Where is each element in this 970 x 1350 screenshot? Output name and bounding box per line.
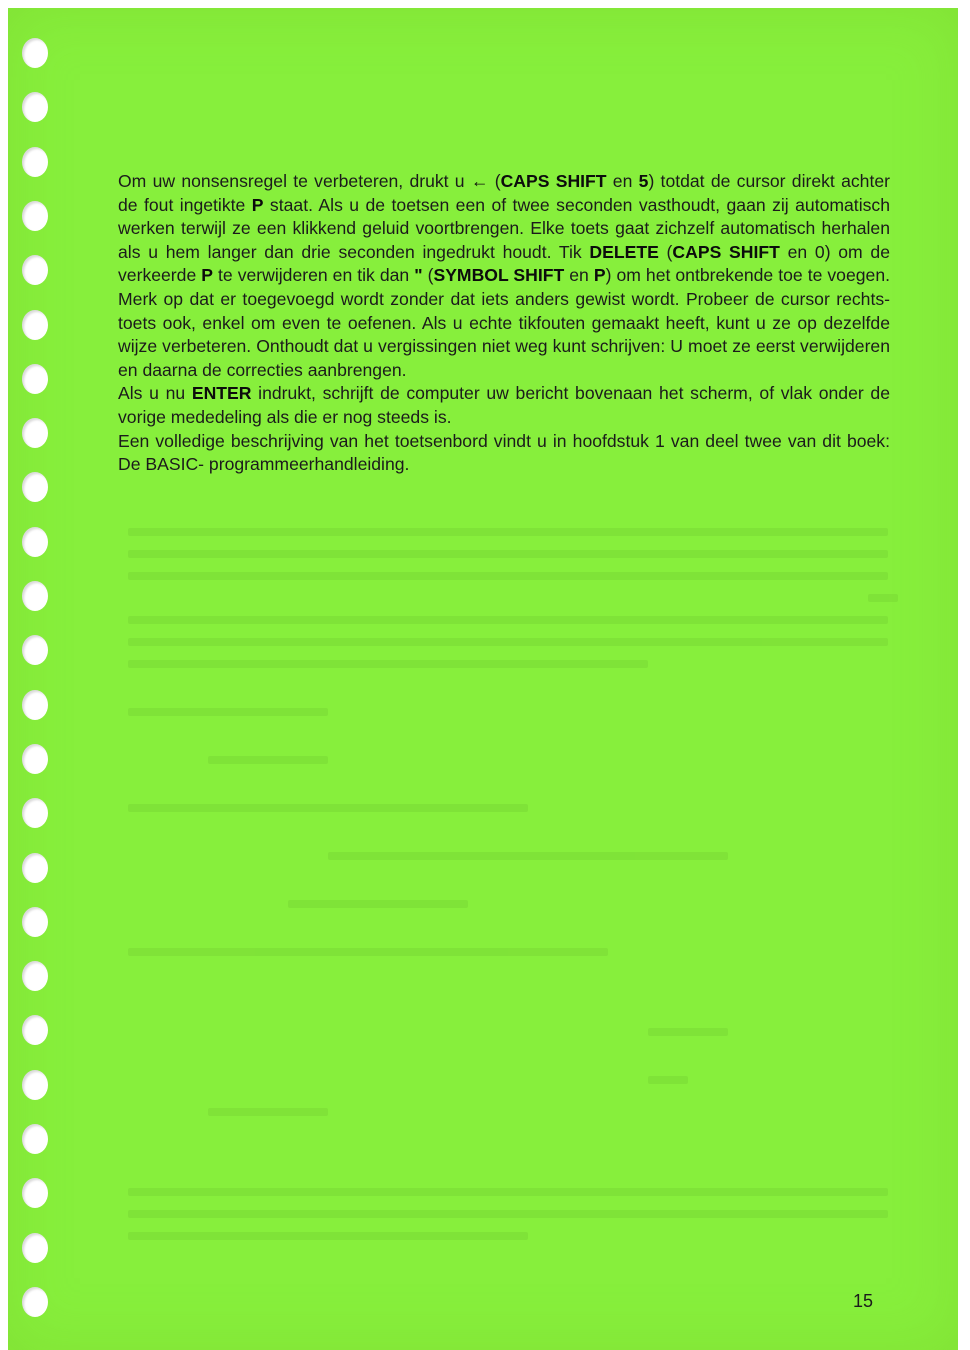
binding-hole [22, 961, 48, 991]
binding-hole [22, 744, 48, 774]
text-run: Als u nu [118, 383, 192, 404]
show-through-line [128, 1210, 888, 1218]
text-run: en [606, 171, 639, 191]
show-through-line [868, 594, 898, 602]
show-through-line [128, 528, 888, 536]
show-through-line [128, 948, 608, 956]
show-through-line [128, 572, 888, 580]
show-through-line [328, 852, 728, 860]
bold-term: 5 [638, 171, 649, 191]
text-run: ( [488, 171, 501, 191]
show-through-line [128, 1232, 528, 1240]
binding-hole [22, 798, 48, 828]
page-sheet [8, 8, 958, 1350]
binding-hole [22, 635, 48, 665]
text-run: te verwijderen en tik dan [213, 265, 415, 286]
bold-term: CAPS SHIFT [500, 171, 607, 191]
binding-hole [22, 907, 48, 937]
paragraph-3 [118, 430, 890, 477]
paragraph-2 [118, 382, 890, 429]
binding-hole [22, 527, 48, 557]
binding-holes [8, 8, 68, 1350]
show-through-line [208, 756, 328, 764]
binding-hole [22, 690, 48, 720]
text-run: staat. Als u de toetsen een of twee seconden vasthoudt, gaan zij automatisch werken terwijl ze een klikkend geluid voortbrengen. Elke toets gaat zichzelf automatisch herhalen als u hem langer dan drie seconden ingedrukt houdt. Tik [118, 194, 890, 262]
show-through-line [128, 550, 888, 558]
binding-hole [22, 581, 48, 611]
text-run: ( [658, 241, 673, 262]
bold-term: " [414, 265, 423, 286]
text-run: ) totdat de cursor direkt achter de fout ingetikte [118, 171, 890, 215]
show-through-line [128, 638, 888, 646]
text-run: indrukt, schrijft de computer uw bericht bovenaan het scherm, of vlak onder de vorige mededeling als die er nog steeds is. [118, 383, 890, 427]
bold-term: P [593, 265, 606, 286]
show-through-line [128, 804, 528, 812]
binding-hole [22, 1287, 48, 1317]
binding-hole [22, 201, 48, 231]
binding-hole [22, 1178, 48, 1208]
show-through-line [128, 660, 648, 668]
bold-term: ENTER [191, 383, 252, 404]
body-text [118, 170, 890, 477]
bold-term: P [201, 265, 213, 286]
text-run: ) om het ontbrekende toe te voegen. Merk op dat er toegevoegd wordt zonder dat iets anders gewist wordt. Probeer de cursor rechts-toets ook, enkel om even te oefenen. Als u echte tikfouten gemaakt heeft, kunt u ze op dezelfde wijze verbeteren. Onthoudt dat u vergissingen niet weg kunt schrijven: U moet ze eerst verwijderen en daarna de correcties aanbrengen. [118, 265, 890, 380]
binding-hole [22, 1124, 48, 1154]
text-run: ) om de verkeerde [118, 241, 891, 286]
binding-hole [22, 853, 48, 883]
text-run: Om uw nonsensregel te verbeteren, drukt u [118, 171, 471, 191]
paragraph-1 [118, 170, 890, 382]
text-run: 0 [814, 241, 825, 262]
show-through-text [128, 528, 908, 1278]
binding-hole [22, 255, 48, 285]
show-through-line [208, 1108, 328, 1116]
binding-hole [22, 418, 48, 448]
binding-hole [22, 310, 48, 340]
bold-term: ← [470, 171, 489, 191]
show-through-line [128, 616, 888, 624]
bold-term: DELETE [589, 241, 659, 262]
show-through-line [128, 708, 328, 716]
binding-hole [22, 92, 48, 122]
binding-hole [22, 472, 48, 502]
show-through-line [648, 1028, 728, 1036]
binding-hole [22, 147, 48, 177]
binding-hole [22, 364, 48, 394]
show-through-line [128, 1188, 888, 1196]
binding-hole [22, 1015, 48, 1045]
bold-term: SYMBOL SHIFT [433, 265, 565, 286]
show-through-line [288, 900, 468, 908]
page-number: 15 [853, 1291, 874, 1311]
binding-hole [22, 1070, 48, 1100]
bold-term: CAPS SHIFT [672, 241, 780, 262]
text-run: Een volledige beschrijving van het toetsenbord vindt u in hoofdstuk 1 van deel twee van dit boek: De BASIC- programmeerhandleiding. [118, 430, 890, 475]
text-run: ( [422, 265, 434, 286]
bold-term: P [251, 194, 264, 215]
text-run: en [564, 265, 594, 286]
show-through-line [648, 1076, 688, 1084]
text-run: en [779, 241, 815, 262]
binding-hole [22, 38, 48, 68]
binding-hole [22, 1233, 48, 1263]
